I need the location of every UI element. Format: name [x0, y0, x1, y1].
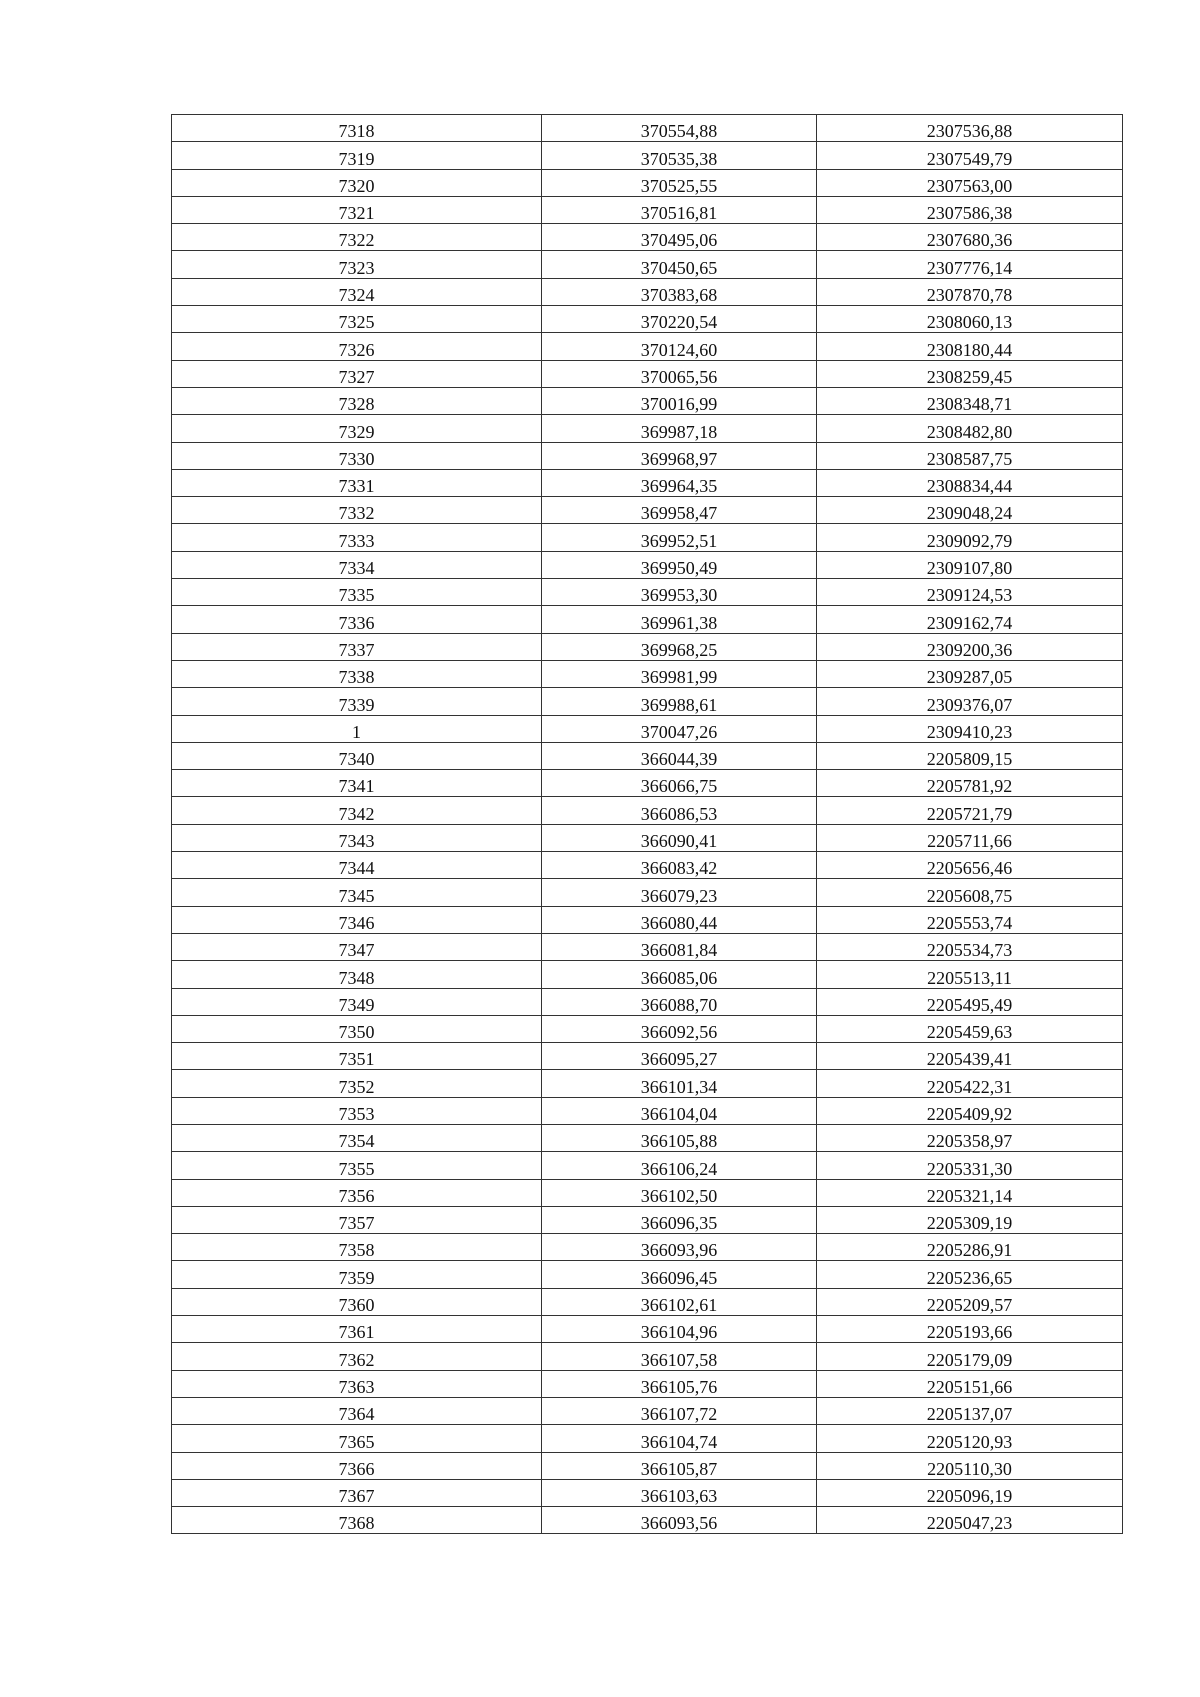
x-coordinate-cell: 370535,38 — [542, 142, 817, 169]
y-coordinate-cell: 2205309,19 — [817, 1206, 1123, 1233]
x-coordinate-cell: 366105,88 — [542, 1124, 817, 1151]
x-coordinate-cell: 366083,42 — [542, 852, 817, 879]
table-row — [172, 115, 1123, 142]
y-coordinate-cell: 2308259,45 — [817, 360, 1123, 387]
y-coordinate-cell: 2309092,79 — [817, 524, 1123, 551]
table-row — [172, 497, 1123, 524]
x-coordinate-cell: 366085,06 — [542, 961, 817, 988]
y-coordinate-cell: 2205495,49 — [817, 988, 1123, 1015]
y-coordinate-cell: 2205422,31 — [817, 1070, 1123, 1097]
x-coordinate-cell: 370383,68 — [542, 278, 817, 305]
y-coordinate-cell: 2205721,79 — [817, 797, 1123, 824]
point-number-cell: 7353 — [172, 1097, 542, 1124]
x-coordinate-cell: 366103,63 — [542, 1479, 817, 1506]
y-coordinate-cell: 2205409,92 — [817, 1097, 1123, 1124]
point-number-cell: 7344 — [172, 852, 542, 879]
point-number-cell: 7323 — [172, 251, 542, 278]
x-coordinate-cell: 369987,18 — [542, 415, 817, 442]
table-row — [172, 1179, 1123, 1206]
y-coordinate-cell: 2205608,75 — [817, 879, 1123, 906]
point-number-cell: 7331 — [172, 469, 542, 496]
x-coordinate-cell: 366096,45 — [542, 1261, 817, 1288]
x-coordinate-cell: 370495,06 — [542, 224, 817, 251]
point-number-cell: 7361 — [172, 1316, 542, 1343]
y-coordinate-cell: 2205711,66 — [817, 824, 1123, 851]
x-coordinate-cell: 366105,87 — [542, 1452, 817, 1479]
y-coordinate-cell: 2205321,14 — [817, 1179, 1123, 1206]
point-number-cell: 7346 — [172, 906, 542, 933]
table-row — [172, 333, 1123, 360]
x-coordinate-cell: 366090,41 — [542, 824, 817, 851]
table-row — [172, 742, 1123, 769]
x-coordinate-cell: 366088,70 — [542, 988, 817, 1015]
table-row — [172, 688, 1123, 715]
x-coordinate-cell: 370525,55 — [542, 169, 817, 196]
x-coordinate-cell: 366093,96 — [542, 1234, 817, 1261]
y-coordinate-cell: 2205110,30 — [817, 1452, 1123, 1479]
y-coordinate-cell: 2205459,63 — [817, 1015, 1123, 1042]
x-coordinate-cell: 366102,61 — [542, 1288, 817, 1315]
x-coordinate-cell: 370016,99 — [542, 387, 817, 414]
x-coordinate-cell: 370047,26 — [542, 715, 817, 742]
x-coordinate-cell: 369988,61 — [542, 688, 817, 715]
table-row — [172, 824, 1123, 851]
point-number-cell: 7324 — [172, 278, 542, 305]
x-coordinate-cell: 366081,84 — [542, 933, 817, 960]
y-coordinate-cell: 2308060,13 — [817, 306, 1123, 333]
point-number-cell: 7338 — [172, 660, 542, 687]
y-coordinate-cell: 2309200,36 — [817, 633, 1123, 660]
y-coordinate-cell: 2205179,09 — [817, 1343, 1123, 1370]
y-coordinate-cell: 2205809,15 — [817, 742, 1123, 769]
point-number-cell: 7329 — [172, 415, 542, 442]
table-row — [172, 415, 1123, 442]
x-coordinate-cell: 366079,23 — [542, 879, 817, 906]
table-row — [172, 551, 1123, 578]
y-coordinate-cell: 2307563,00 — [817, 169, 1123, 196]
x-coordinate-cell: 366107,72 — [542, 1397, 817, 1424]
point-number-cell: 7339 — [172, 688, 542, 715]
coordinates-table-body — [172, 115, 1123, 1534]
point-number-cell: 7354 — [172, 1124, 542, 1151]
table-row — [172, 469, 1123, 496]
y-coordinate-cell: 2309410,23 — [817, 715, 1123, 742]
point-number-cell: 7366 — [172, 1452, 542, 1479]
point-number-cell: 7330 — [172, 442, 542, 469]
y-coordinate-cell: 2205286,91 — [817, 1234, 1123, 1261]
x-coordinate-cell: 366104,96 — [542, 1316, 817, 1343]
x-coordinate-cell: 369953,30 — [542, 579, 817, 606]
x-coordinate-cell: 370554,88 — [542, 115, 817, 142]
point-number-cell: 7360 — [172, 1288, 542, 1315]
y-coordinate-cell: 2205534,73 — [817, 933, 1123, 960]
point-number-cell: 7363 — [172, 1370, 542, 1397]
point-number-cell: 7348 — [172, 961, 542, 988]
coordinates-table — [171, 114, 1123, 1534]
table-row — [172, 1479, 1123, 1506]
table-row — [172, 933, 1123, 960]
x-coordinate-cell: 370124,60 — [542, 333, 817, 360]
table-row — [172, 524, 1123, 551]
table-row — [172, 306, 1123, 333]
table-row — [172, 606, 1123, 633]
table-row — [172, 142, 1123, 169]
table-row — [172, 660, 1123, 687]
point-number-cell: 7320 — [172, 169, 542, 196]
table-row — [172, 852, 1123, 879]
y-coordinate-cell: 2307870,78 — [817, 278, 1123, 305]
table-row — [172, 169, 1123, 196]
table-row — [172, 1316, 1123, 1343]
point-number-cell: 7335 — [172, 579, 542, 606]
table-row — [172, 770, 1123, 797]
point-number-cell: 7367 — [172, 1479, 542, 1506]
table-row — [172, 1015, 1123, 1042]
point-number-cell: 7365 — [172, 1425, 542, 1452]
x-coordinate-cell: 369950,49 — [542, 551, 817, 578]
point-number-cell: 1 — [172, 715, 542, 742]
y-coordinate-cell: 2309048,24 — [817, 497, 1123, 524]
y-coordinate-cell: 2307536,88 — [817, 115, 1123, 142]
x-coordinate-cell: 369958,47 — [542, 497, 817, 524]
y-coordinate-cell: 2205209,57 — [817, 1288, 1123, 1315]
y-coordinate-cell: 2205331,30 — [817, 1152, 1123, 1179]
table-row — [172, 442, 1123, 469]
y-coordinate-cell: 2205137,07 — [817, 1397, 1123, 1424]
table-row — [172, 715, 1123, 742]
point-number-cell: 7357 — [172, 1206, 542, 1233]
x-coordinate-cell: 370516,81 — [542, 196, 817, 223]
table-row — [172, 251, 1123, 278]
x-coordinate-cell: 369952,51 — [542, 524, 817, 551]
table-row — [172, 961, 1123, 988]
y-coordinate-cell: 2309287,05 — [817, 660, 1123, 687]
table-row — [172, 1288, 1123, 1315]
x-coordinate-cell: 366093,56 — [542, 1507, 817, 1534]
point-number-cell: 7345 — [172, 879, 542, 906]
y-coordinate-cell: 2205047,23 — [817, 1507, 1123, 1534]
table-row — [172, 1261, 1123, 1288]
x-coordinate-cell: 366044,39 — [542, 742, 817, 769]
point-number-cell: 7343 — [172, 824, 542, 851]
y-coordinate-cell: 2309107,80 — [817, 551, 1123, 578]
point-number-cell: 7336 — [172, 606, 542, 633]
table-row — [172, 1370, 1123, 1397]
y-coordinate-cell: 2205236,65 — [817, 1261, 1123, 1288]
table-row — [172, 360, 1123, 387]
point-number-cell: 7358 — [172, 1234, 542, 1261]
point-number-cell: 7334 — [172, 551, 542, 578]
x-coordinate-cell: 369968,25 — [542, 633, 817, 660]
point-number-cell: 7318 — [172, 115, 542, 142]
table-row — [172, 1425, 1123, 1452]
x-coordinate-cell: 366066,75 — [542, 770, 817, 797]
point-number-cell: 7322 — [172, 224, 542, 251]
y-coordinate-cell: 2205553,74 — [817, 906, 1123, 933]
x-coordinate-cell: 370220,54 — [542, 306, 817, 333]
table-row — [172, 1097, 1123, 1124]
point-number-cell: 7355 — [172, 1152, 542, 1179]
point-number-cell: 7362 — [172, 1343, 542, 1370]
table-row — [172, 1152, 1123, 1179]
table-row — [172, 906, 1123, 933]
table-row — [172, 1070, 1123, 1097]
x-coordinate-cell: 369968,97 — [542, 442, 817, 469]
table-row — [172, 278, 1123, 305]
point-number-cell: 7364 — [172, 1397, 542, 1424]
y-coordinate-cell: 2308834,44 — [817, 469, 1123, 496]
point-number-cell: 7351 — [172, 1043, 542, 1070]
x-coordinate-cell: 370450,65 — [542, 251, 817, 278]
table-row — [172, 387, 1123, 414]
x-coordinate-cell: 366080,44 — [542, 906, 817, 933]
x-coordinate-cell: 366106,24 — [542, 1152, 817, 1179]
point-number-cell: 7352 — [172, 1070, 542, 1097]
point-number-cell: 7359 — [172, 1261, 542, 1288]
point-number-cell: 7347 — [172, 933, 542, 960]
y-coordinate-cell: 2309376,07 — [817, 688, 1123, 715]
point-number-cell: 7340 — [172, 742, 542, 769]
point-number-cell: 7368 — [172, 1507, 542, 1534]
y-coordinate-cell: 2205151,66 — [817, 1370, 1123, 1397]
y-coordinate-cell: 2309162,74 — [817, 606, 1123, 633]
y-coordinate-cell: 2307549,79 — [817, 142, 1123, 169]
y-coordinate-cell: 2205096,19 — [817, 1479, 1123, 1506]
x-coordinate-cell: 366105,76 — [542, 1370, 817, 1397]
x-coordinate-cell: 366101,34 — [542, 1070, 817, 1097]
y-coordinate-cell: 2205656,46 — [817, 852, 1123, 879]
x-coordinate-cell: 370065,56 — [542, 360, 817, 387]
point-number-cell: 7333 — [172, 524, 542, 551]
table-row — [172, 1234, 1123, 1261]
y-coordinate-cell: 2308482,80 — [817, 415, 1123, 442]
table-row — [172, 1452, 1123, 1479]
table-row — [172, 797, 1123, 824]
point-number-cell: 7341 — [172, 770, 542, 797]
point-number-cell: 7325 — [172, 306, 542, 333]
point-number-cell: 7326 — [172, 333, 542, 360]
y-coordinate-cell: 2205513,11 — [817, 961, 1123, 988]
table-row — [172, 1507, 1123, 1534]
point-number-cell: 7356 — [172, 1179, 542, 1206]
table-row — [172, 1397, 1123, 1424]
point-number-cell: 7328 — [172, 387, 542, 414]
x-coordinate-cell: 366102,50 — [542, 1179, 817, 1206]
table-row — [172, 879, 1123, 906]
x-coordinate-cell: 366104,04 — [542, 1097, 817, 1124]
point-number-cell: 7349 — [172, 988, 542, 1015]
y-coordinate-cell: 2205781,92 — [817, 770, 1123, 797]
x-coordinate-cell: 366086,53 — [542, 797, 817, 824]
table-row — [172, 224, 1123, 251]
point-number-cell: 7327 — [172, 360, 542, 387]
y-coordinate-cell: 2205439,41 — [817, 1043, 1123, 1070]
x-coordinate-cell: 366104,74 — [542, 1425, 817, 1452]
x-coordinate-cell: 366096,35 — [542, 1206, 817, 1233]
y-coordinate-cell: 2308348,71 — [817, 387, 1123, 414]
table-row — [172, 1206, 1123, 1233]
y-coordinate-cell: 2308180,44 — [817, 333, 1123, 360]
y-coordinate-cell: 2307680,36 — [817, 224, 1123, 251]
x-coordinate-cell: 366095,27 — [542, 1043, 817, 1070]
y-coordinate-cell: 2205120,93 — [817, 1425, 1123, 1452]
point-number-cell: 7350 — [172, 1015, 542, 1042]
y-coordinate-cell: 2307586,38 — [817, 196, 1123, 223]
table-row — [172, 579, 1123, 606]
x-coordinate-cell: 366107,58 — [542, 1343, 817, 1370]
table-row — [172, 1343, 1123, 1370]
table-row — [172, 1124, 1123, 1151]
y-coordinate-cell: 2308587,75 — [817, 442, 1123, 469]
x-coordinate-cell: 369961,38 — [542, 606, 817, 633]
y-coordinate-cell: 2309124,53 — [817, 579, 1123, 606]
table-row — [172, 196, 1123, 223]
y-coordinate-cell: 2307776,14 — [817, 251, 1123, 278]
table-row — [172, 988, 1123, 1015]
point-number-cell: 7321 — [172, 196, 542, 223]
x-coordinate-cell: 369981,99 — [542, 660, 817, 687]
point-number-cell: 7319 — [172, 142, 542, 169]
table-row — [172, 633, 1123, 660]
x-coordinate-cell: 369964,35 — [542, 469, 817, 496]
point-number-cell: 7332 — [172, 497, 542, 524]
y-coordinate-cell: 2205358,97 — [817, 1124, 1123, 1151]
y-coordinate-cell: 2205193,66 — [817, 1316, 1123, 1343]
table-row — [172, 1043, 1123, 1070]
x-coordinate-cell: 366092,56 — [542, 1015, 817, 1042]
point-number-cell: 7337 — [172, 633, 542, 660]
point-number-cell: 7342 — [172, 797, 542, 824]
